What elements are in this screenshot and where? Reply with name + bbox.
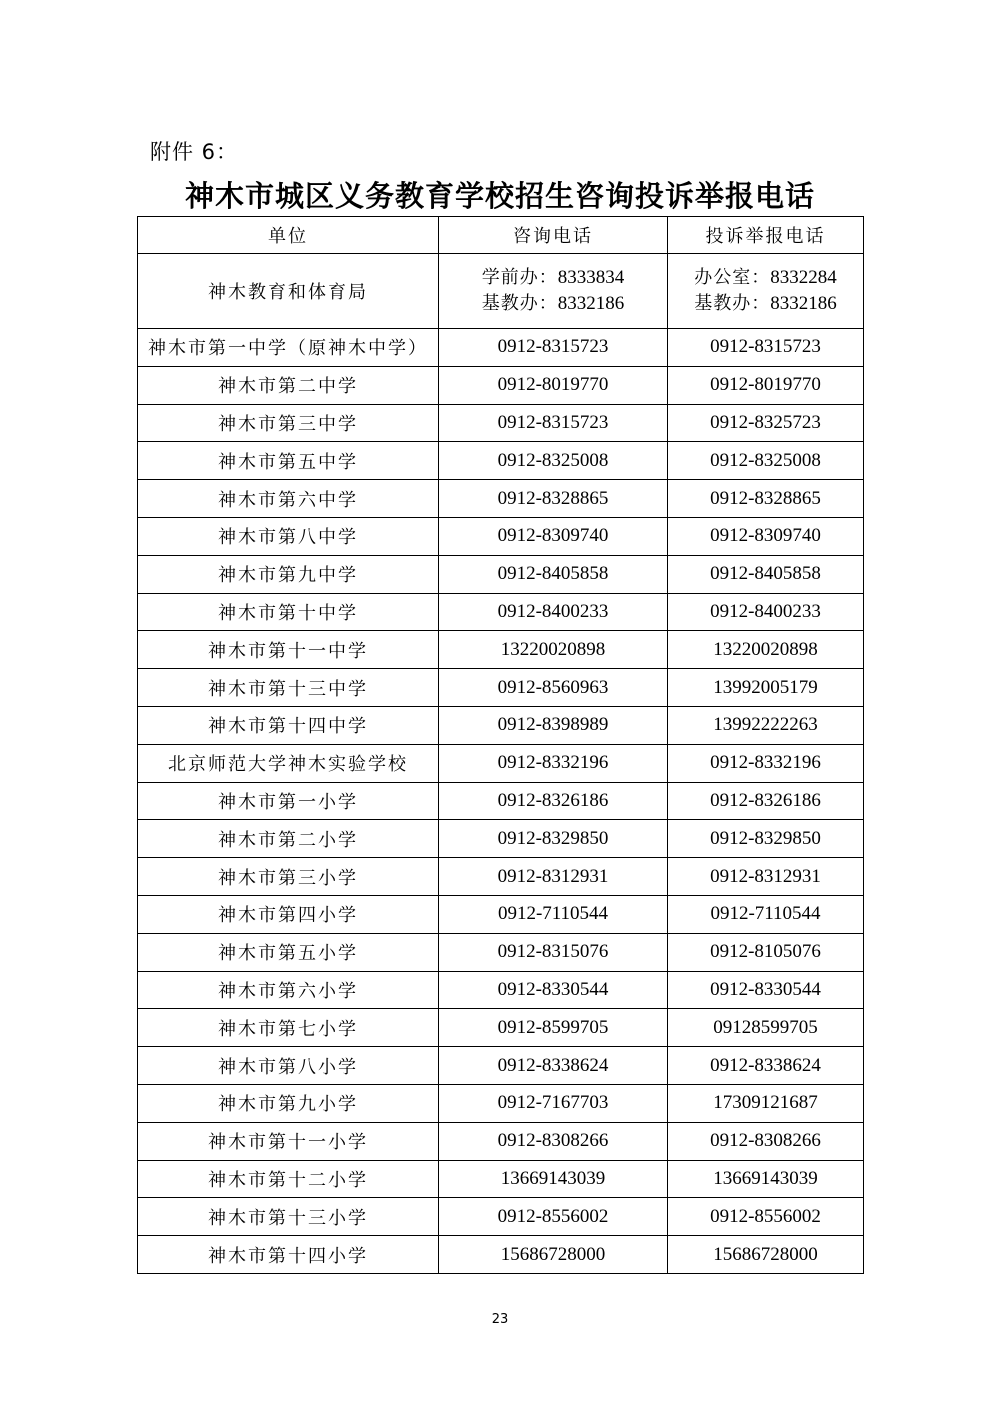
complaint-phone-cell: 0912-8338624	[668, 1047, 864, 1085]
unit-cell: 神木市第八小学	[138, 1047, 439, 1085]
unit-cell: 神木市第十一中学	[138, 631, 439, 669]
complaint-phone-cell: 0912-8019770	[668, 366, 864, 404]
complaint-phone-cell: 0912-8325008	[668, 442, 864, 480]
consult-phone-cell: 13220020898	[439, 631, 668, 669]
header-unit: 单位	[138, 217, 439, 254]
page-number: 23	[491, 1312, 509, 1327]
unit-cell: 神木市第十三小学	[138, 1198, 439, 1236]
page-title: 神木市城区义务教育学校招生咨询投诉举报电话	[184, 179, 815, 213]
complaint-phone-cell: 17309121687	[668, 1084, 864, 1122]
table-row	[138, 971, 864, 1009]
table-row	[138, 1236, 864, 1274]
consult-phone-cell: 0912-8330544	[439, 971, 668, 1009]
consult-phone-cell: 13669143039	[439, 1160, 668, 1198]
table-row	[138, 329, 864, 367]
complaint-phone-cell: 0912-8330544	[668, 971, 864, 1009]
table-row	[138, 706, 864, 744]
complaint-phone-cell: 0912-8312931	[668, 858, 864, 896]
contact-table	[137, 216, 864, 1274]
table-row	[138, 858, 864, 896]
consult-phone-cell: 0912-8338624	[439, 1047, 668, 1085]
table-row	[138, 744, 864, 782]
table-row	[138, 404, 864, 442]
consult-phone-cell: 0912-8556002	[439, 1198, 668, 1236]
table-row	[138, 555, 864, 593]
unit-cell: 神木市第三中学	[138, 404, 439, 442]
header-complaint-phone: 投诉举报电话	[668, 217, 864, 254]
unit-cell: 神木市第二中学	[138, 366, 439, 404]
table-row	[138, 366, 864, 404]
complaint-label: 办公室：	[694, 267, 771, 288]
header-consult-phone: 咨询电话	[439, 217, 668, 254]
attachment-label: 附件 6：	[150, 140, 239, 164]
table-row	[138, 517, 864, 555]
table-row	[138, 895, 864, 933]
unit-cell: 神木市第九中学	[138, 555, 439, 593]
complaint-phone-cell: 0912-8105076	[668, 933, 864, 971]
consult-phone-cell: 15686728000	[439, 1236, 668, 1274]
consult-phone-cell: 0912-8308266	[439, 1122, 668, 1160]
unit-cell: 神木市第六中学	[138, 480, 439, 518]
unit-cell: 神木教育和体育局	[138, 254, 439, 329]
complaint-number: 8332284	[770, 267, 837, 288]
consult-phone-cell: 0912-8315723	[439, 329, 668, 367]
consult-label: 学前办：	[481, 267, 558, 288]
consult-number: 8333834	[557, 267, 625, 288]
table-row	[138, 1047, 864, 1085]
unit-cell: 神木市第十四小学	[138, 1236, 439, 1274]
complaint-label: 基教办：	[694, 293, 771, 314]
table-row	[138, 480, 864, 518]
unit-cell: 神木市第二小学	[138, 820, 439, 858]
complaint-phone-cell: 15686728000	[668, 1236, 864, 1274]
complaint-phone-cell: 0912-7110544	[668, 895, 864, 933]
table-row	[138, 1084, 864, 1122]
unit-cell: 神木市第一小学	[138, 782, 439, 820]
unit-cell: 神木市第八中学	[138, 517, 439, 555]
complaint-phone-cell: 0912-8325723	[668, 404, 864, 442]
consult-phone-cell: 0912-8332196	[439, 744, 668, 782]
complaint-phone-cell: 0912-8405858	[668, 555, 864, 593]
complaint-phone-cell: 0912-8328865	[668, 480, 864, 518]
complaint-phone-cell: 13220020898	[668, 631, 864, 669]
consult-phone-cell: 0912-8312931	[439, 858, 668, 896]
complaint-phone-cell: 0912-8326186	[668, 782, 864, 820]
table-row	[138, 1009, 864, 1047]
consult-number: 8332186	[557, 293, 625, 314]
consult-phone-cell: 0912-8329850	[439, 820, 668, 858]
complaint-phone-cell: 0912-8329850	[668, 820, 864, 858]
unit-cell: 神木市第三小学	[138, 858, 439, 896]
unit-cell: 神木市第十三中学	[138, 669, 439, 707]
consult-phone-cell: 0912-8405858	[439, 555, 668, 593]
unit-cell: 神木市第六小学	[138, 971, 439, 1009]
table-row	[138, 631, 864, 669]
unit-cell: 神木市第五小学	[138, 933, 439, 971]
table-header-row	[138, 217, 864, 254]
consult-phone-cell: 0912-8398989	[439, 706, 668, 744]
unit-cell: 神木市第五中学	[138, 442, 439, 480]
table-row	[138, 1198, 864, 1236]
unit-cell: 北京师范大学神木实验学校	[138, 744, 439, 782]
table-row	[138, 442, 864, 480]
unit-cell: 神木市第十中学	[138, 593, 439, 631]
unit-cell: 神木市第十二小学	[138, 1160, 439, 1198]
unit-cell: 神木市第七小学	[138, 1009, 439, 1047]
unit-cell: 神木市第十四中学	[138, 706, 439, 744]
complaint-phone-cell: 0912-8308266	[668, 1122, 864, 1160]
complaint-number: 8332186	[770, 293, 837, 314]
table-row	[138, 820, 864, 858]
consult-phone-cell: 0912-8309740	[439, 517, 668, 555]
table-row	[138, 782, 864, 820]
table-row	[138, 593, 864, 631]
complaint-phone-cell: 0912-8400233	[668, 593, 864, 631]
consult-phone-cell: 0912-8315723	[439, 404, 668, 442]
table-row	[138, 254, 864, 329]
consult-phone-cell: 0912-8315076	[439, 933, 668, 971]
table-row	[138, 1160, 864, 1198]
consult-phone-cell: 0912-8400233	[439, 593, 668, 631]
complaint-phone-cell: 09128599705	[668, 1009, 864, 1047]
table-row	[138, 669, 864, 707]
complaint-phone-cell: 13669143039	[668, 1160, 864, 1198]
complaint-phone-cell: 0912-8556002	[668, 1198, 864, 1236]
complaint-phone-cell: 13992222263	[668, 706, 864, 744]
unit-cell: 神木市第四小学	[138, 895, 439, 933]
unit-cell: 神木市第一中学（原神木中学）	[138, 329, 439, 367]
complaint-phone-cell	[668, 254, 864, 329]
complaint-phone-cell: 13992005179	[668, 669, 864, 707]
table-row	[138, 1122, 864, 1160]
consult-phone-cell: 0912-8560963	[439, 669, 668, 707]
consult-phone-cell: 0912-8325008	[439, 442, 668, 480]
unit-cell: 神木市第十一小学	[138, 1122, 439, 1160]
complaint-phone-cell: 0912-8315723	[668, 329, 864, 367]
consult-phone-cell: 0912-7167703	[439, 1084, 668, 1122]
consult-phone-cell: 0912-8599705	[439, 1009, 668, 1047]
consult-phone-cell: 0912-8326186	[439, 782, 668, 820]
consult-label: 基教办：	[481, 293, 558, 314]
consult-phone-cell: 0912-8328865	[439, 480, 668, 518]
table-row	[138, 933, 864, 971]
unit-cell: 神木市第九小学	[138, 1084, 439, 1122]
complaint-phone-cell: 0912-8332196	[668, 744, 864, 782]
consult-phone-cell: 0912-7110544	[439, 895, 668, 933]
complaint-phone-cell: 0912-8309740	[668, 517, 864, 555]
consult-phone-cell: 0912-8019770	[439, 366, 668, 404]
consult-phone-cell	[439, 254, 668, 329]
